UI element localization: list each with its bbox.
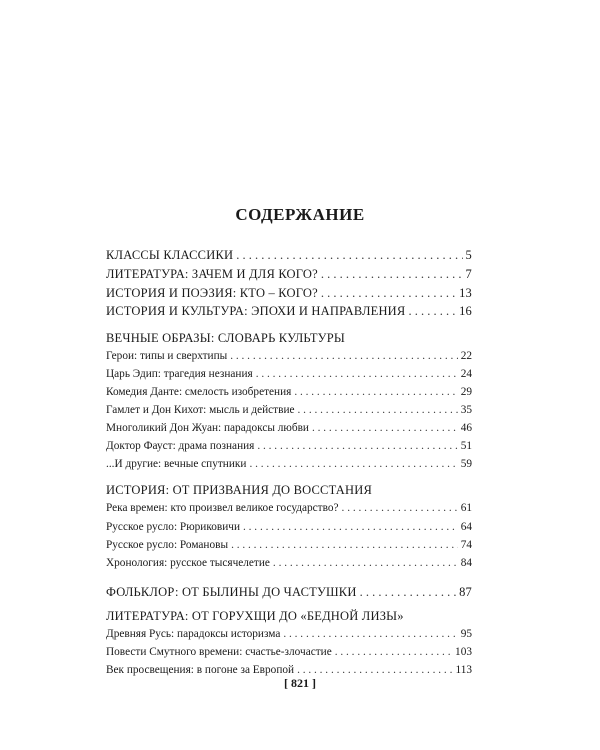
- toc-entry-title: Повести Смутного времени: счастье-злочастие: [106, 646, 332, 658]
- dot-leader: [231, 539, 458, 551]
- toc-entry-page: 113: [455, 664, 472, 676]
- toc-entry: [106, 585, 472, 600]
- dot-leader: [312, 422, 458, 434]
- toc-entry-title: КЛАССЫ КЛАССИКИ: [106, 248, 234, 262]
- dot-leader: [321, 267, 463, 282]
- toc-entry-page: 5: [465, 248, 472, 262]
- toc-entry: [106, 304, 472, 319]
- toc-entry-page: 22: [460, 350, 472, 362]
- section-heading: ВЕЧНЫЕ ОБРАЗЫ: СЛОВАРЬ КУЛЬТУРЫ: [106, 331, 345, 345]
- dot-leader: [298, 404, 458, 416]
- toc-entry-title: Хронология: русское тысячелетие: [106, 557, 270, 569]
- dot-leader: [273, 557, 458, 569]
- toc-entry: [106, 646, 472, 658]
- toc-entry: [106, 350, 472, 362]
- toc-entry: [106, 386, 472, 398]
- toc-entry-title: ЛИТЕРАТУРА: ЗАЧЕМ И ДЛЯ КОГО?: [106, 267, 318, 281]
- toc-entry-page: 16: [459, 304, 472, 318]
- dot-leader: [321, 286, 456, 301]
- toc-entry-page: 95: [460, 628, 472, 640]
- toc-entry: [106, 664, 472, 676]
- dot-leader: [236, 248, 462, 263]
- toc-entry-title: Герои: типы и сверхтипы: [106, 350, 228, 362]
- toc-entry: [106, 557, 472, 569]
- toc-entry-title: Русское русло: Рюриковичи: [106, 521, 240, 533]
- toc-entry-title: Многоликий Дон Жуан: парадоксы любви: [106, 422, 309, 434]
- toc-entry-title: Русское русло: Романовы: [106, 539, 229, 551]
- toc-entry-page: 84: [460, 557, 472, 569]
- dot-leader: [408, 304, 456, 319]
- toc-entry: [106, 368, 472, 380]
- toc-entry-page: 61: [460, 502, 472, 514]
- toc-entry-title: Век просвещения: в погоне за Европой: [106, 664, 295, 676]
- toc-entry-page: 59: [460, 458, 472, 470]
- page-title: СОДЕРЖАНИЕ: [235, 205, 365, 224]
- toc-entry: [106, 404, 472, 416]
- toc-entry-page: 64: [460, 521, 472, 533]
- toc-entry-title: Комедия Данте: смелость изобретения: [106, 386, 292, 398]
- dot-leader: [230, 350, 457, 362]
- toc-entry-page: 13: [459, 286, 472, 300]
- toc-entry-title: Древняя Русь: парадоксы историзма: [106, 628, 281, 640]
- dot-leader: [249, 458, 457, 470]
- dot-leader: [335, 646, 452, 658]
- dot-leader: [294, 386, 457, 398]
- dot-leader: [283, 628, 457, 640]
- toc-entry-page: 74: [460, 539, 472, 551]
- toc-entry-title: ИСТОРИЯ И КУЛЬТУРА: ЭПОХИ И НАПРАВЛЕНИЯ: [106, 304, 406, 318]
- toc-entry-page: 46: [460, 422, 472, 434]
- toc-entry: [106, 422, 472, 434]
- toc-entry-title: ...И другие: вечные спутники: [106, 458, 247, 470]
- toc-entry-title: Царь Эдип: трагедия незнания: [106, 368, 253, 380]
- toc-entry: [106, 248, 472, 263]
- dot-leader: [297, 664, 452, 676]
- toc-entry: [106, 502, 472, 514]
- toc-entry: [106, 286, 472, 301]
- toc-entry: [106, 521, 472, 533]
- dot-leader: [342, 502, 458, 514]
- toc-entry-title: Река времен: кто произвел великое государство?: [106, 502, 339, 514]
- toc-entry-title: ИСТОРИЯ И ПОЭЗИЯ: КТО – КОГО?: [106, 286, 318, 300]
- dot-leader: [243, 521, 458, 533]
- toc-entry-page: 35: [460, 404, 472, 416]
- dot-leader: [257, 440, 457, 452]
- section-heading: ЛИТЕРАТУРА: ОТ ГОРУХЩИ ДО «БЕДНОЙ ЛИЗЫ»: [106, 609, 404, 623]
- toc-entry: [106, 440, 472, 452]
- toc-entry-page: 7: [465, 267, 472, 281]
- toc-entry-title: Доктор Фауст: драма познания: [106, 440, 255, 452]
- toc-entry-page: 24: [460, 368, 472, 380]
- page-number: [ 821 ]: [284, 676, 316, 690]
- toc-entry: [106, 267, 472, 282]
- toc-entry-title: Гамлет и Дон Кихот: мысль и действие: [106, 404, 295, 416]
- section-heading: ИСТОРИЯ: ОТ ПРИЗВАНИЯ ДО ВОССТАНИЯ: [106, 483, 373, 497]
- toc-entry-page: 87: [459, 585, 472, 599]
- toc-entry: [106, 539, 472, 551]
- dot-leader: [256, 368, 458, 380]
- toc-entry: [106, 628, 472, 640]
- dot-leader: [360, 585, 457, 600]
- toc-entry-title: ФОЛЬКЛОР: ОТ БЫЛИНЫ ДО ЧАСТУШКИ: [106, 585, 357, 599]
- toc-entry-page: 29: [460, 386, 472, 398]
- toc-entry-page: 51: [460, 440, 472, 452]
- toc-entry: [106, 458, 472, 470]
- toc-entry-page: 103: [455, 646, 472, 658]
